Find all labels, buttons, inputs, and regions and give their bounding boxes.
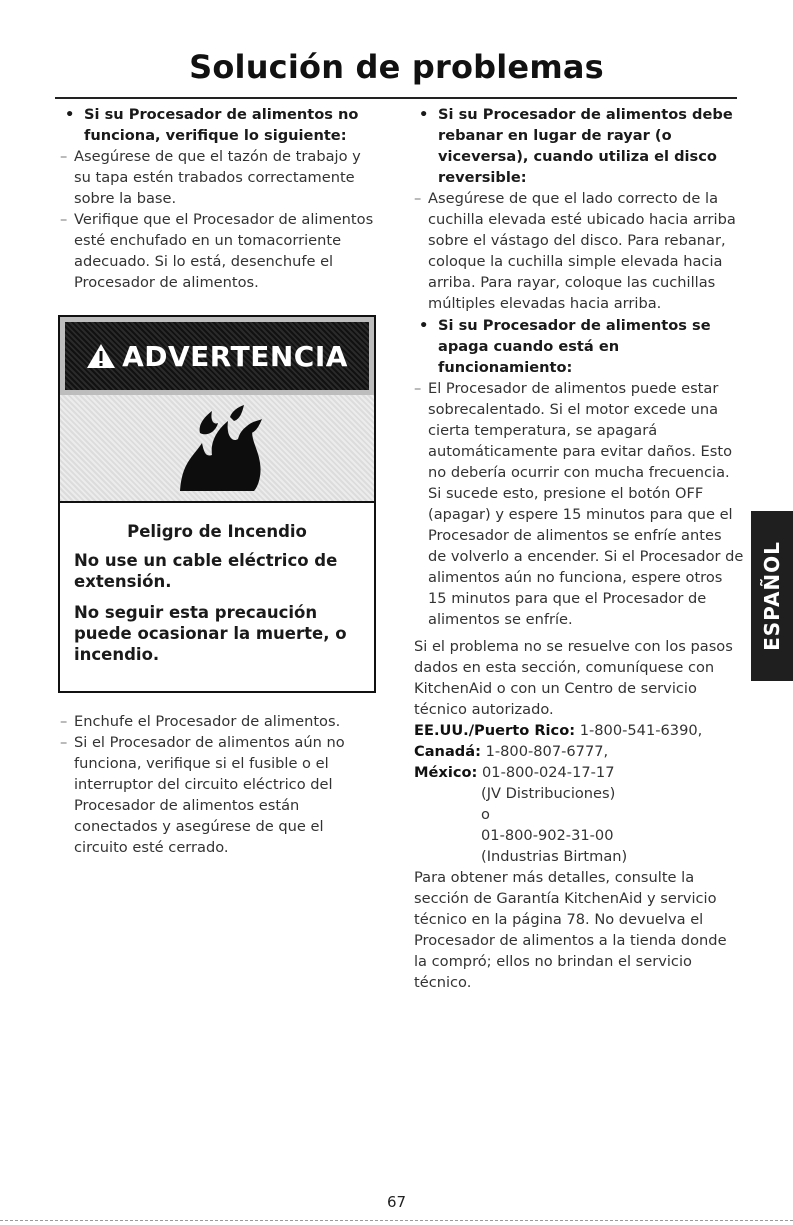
warning-text (60, 503, 374, 691)
list-item: – Asegúrese de que el lado correcto de la cuchilla elevada esté ubicado hacia arriba sobre el vástago del disco. Para rebanar, coloque la cuchilla simple elevada hacia arriba. Para rayar, coloque las cuchillas múltiples elevadas hacia arriba. (414, 190, 736, 312)
warning-line-1: No use un cable eléctrico de extensión. (74, 551, 338, 591)
warranty-paragraph: Para obtener más detalles, consulte la sección de Garantía KitchenAid y servicio técnico en la página 78. No devuelva el Procesador de alimentos a la tienda donde la compró; ellos no brindan el servicio técnico. (414, 869, 727, 991)
contact-canada: Canadá: 1-800-807-6777, (414, 743, 609, 760)
list-item: – Asegúrese de que el tazón de trabajo y su tapa estén trabados correctamente sobre la base. (60, 148, 361, 207)
page-number: 67 (386, 1193, 407, 1211)
language-tab: ESPAÑOL (751, 511, 793, 681)
dash-icon: – (60, 148, 68, 165)
list-item: – El Procesador de alimentos puede estar sobrecalentado. Si el motor excede una cierta temperatura, se apagará automáticamente para evitar daños. Esto no debería ocurrir con mucha frecuencia. Si sucede esto, presione el botón OFF (apagar) y espere 15 minutos para que el Procesador de alimentos se enfríe antes de volverlo a encender. Si el Procesador de alimentos aún no funciona, espere otros 15 minutos para que el Procesador de alimentos se enfríe. (414, 380, 744, 628)
fire-hazard-pictogram (60, 395, 374, 503)
page-title: Solución de problemas (189, 48, 604, 86)
warning-box (58, 315, 376, 693)
contact-mexico-note-1: (JV Distribuciones) (481, 785, 616, 802)
dash-icon: – (414, 190, 422, 207)
list-item: – Enchufe el Procesador de alimentos. (60, 713, 341, 730)
warning-header: ADVERTENCIA (60, 317, 374, 395)
left-column (60, 103, 380, 858)
list-item: – Verifique que el Procesador de alimentos esté enchufado en un tomacorriente adecuado. Si lo está, desenchufe el Procesador de alimentos. (60, 211, 374, 291)
contact-mexico-or: o (481, 806, 490, 823)
list-item: – Si el Procesador de alimentos aún no funciona, verifique si el fusible o el interruptor del circuito eléctrico del Procesador de alimentos están conectados y asegúrese de que el circuito esté cerrado. (60, 734, 345, 856)
dash-icon: – (414, 380, 422, 397)
section-heading-not-working: • Si su Procesador de alimentos no funciona, verifique lo siguiente: (65, 106, 359, 144)
section-heading-slice-shred: • Si su Procesador de alimentos debe rebanar en lugar de rayar (o viceversa), cuando utiliza el disco reversible: (419, 106, 733, 186)
dash-icon: – (60, 211, 68, 228)
right-column (414, 103, 744, 993)
warning-title: Peligro de Incendio (127, 522, 307, 541)
contact-mexico-phone-2: 01-800-902-31-00 (481, 827, 614, 844)
section-heading-shuts-off: • Si su Procesador de alimentos se apaga cuando está en funcionamiento: (419, 317, 711, 376)
title-rule (55, 97, 737, 99)
dash-icon: – (60, 734, 68, 751)
warning-triangle-icon (86, 342, 116, 370)
bullet-icon: • (419, 106, 429, 123)
bullet-icon: • (419, 317, 429, 334)
bottom-rule (0, 1220, 793, 1222)
dash-icon: – (60, 713, 68, 730)
fire-icon (162, 403, 272, 493)
bullet-icon: • (65, 106, 75, 123)
warning-line-2: No seguir esta precaución puede ocasionar la muerte, o incendio. (74, 603, 347, 664)
contact-mexico-note-2: (Industrias Birtman) (481, 848, 628, 865)
contact-mexico: México: 01-800-024-17-17 (414, 764, 615, 781)
contact-us: EE.UU./Puerto Rico: 1-800-541-6390, (414, 722, 703, 739)
service-paragraph: Si el problema no se resuelve con los pasos dados en esta sección, comuníquese con KitchenAid o con un Centro de servicio técnico autorizado. (414, 638, 733, 718)
